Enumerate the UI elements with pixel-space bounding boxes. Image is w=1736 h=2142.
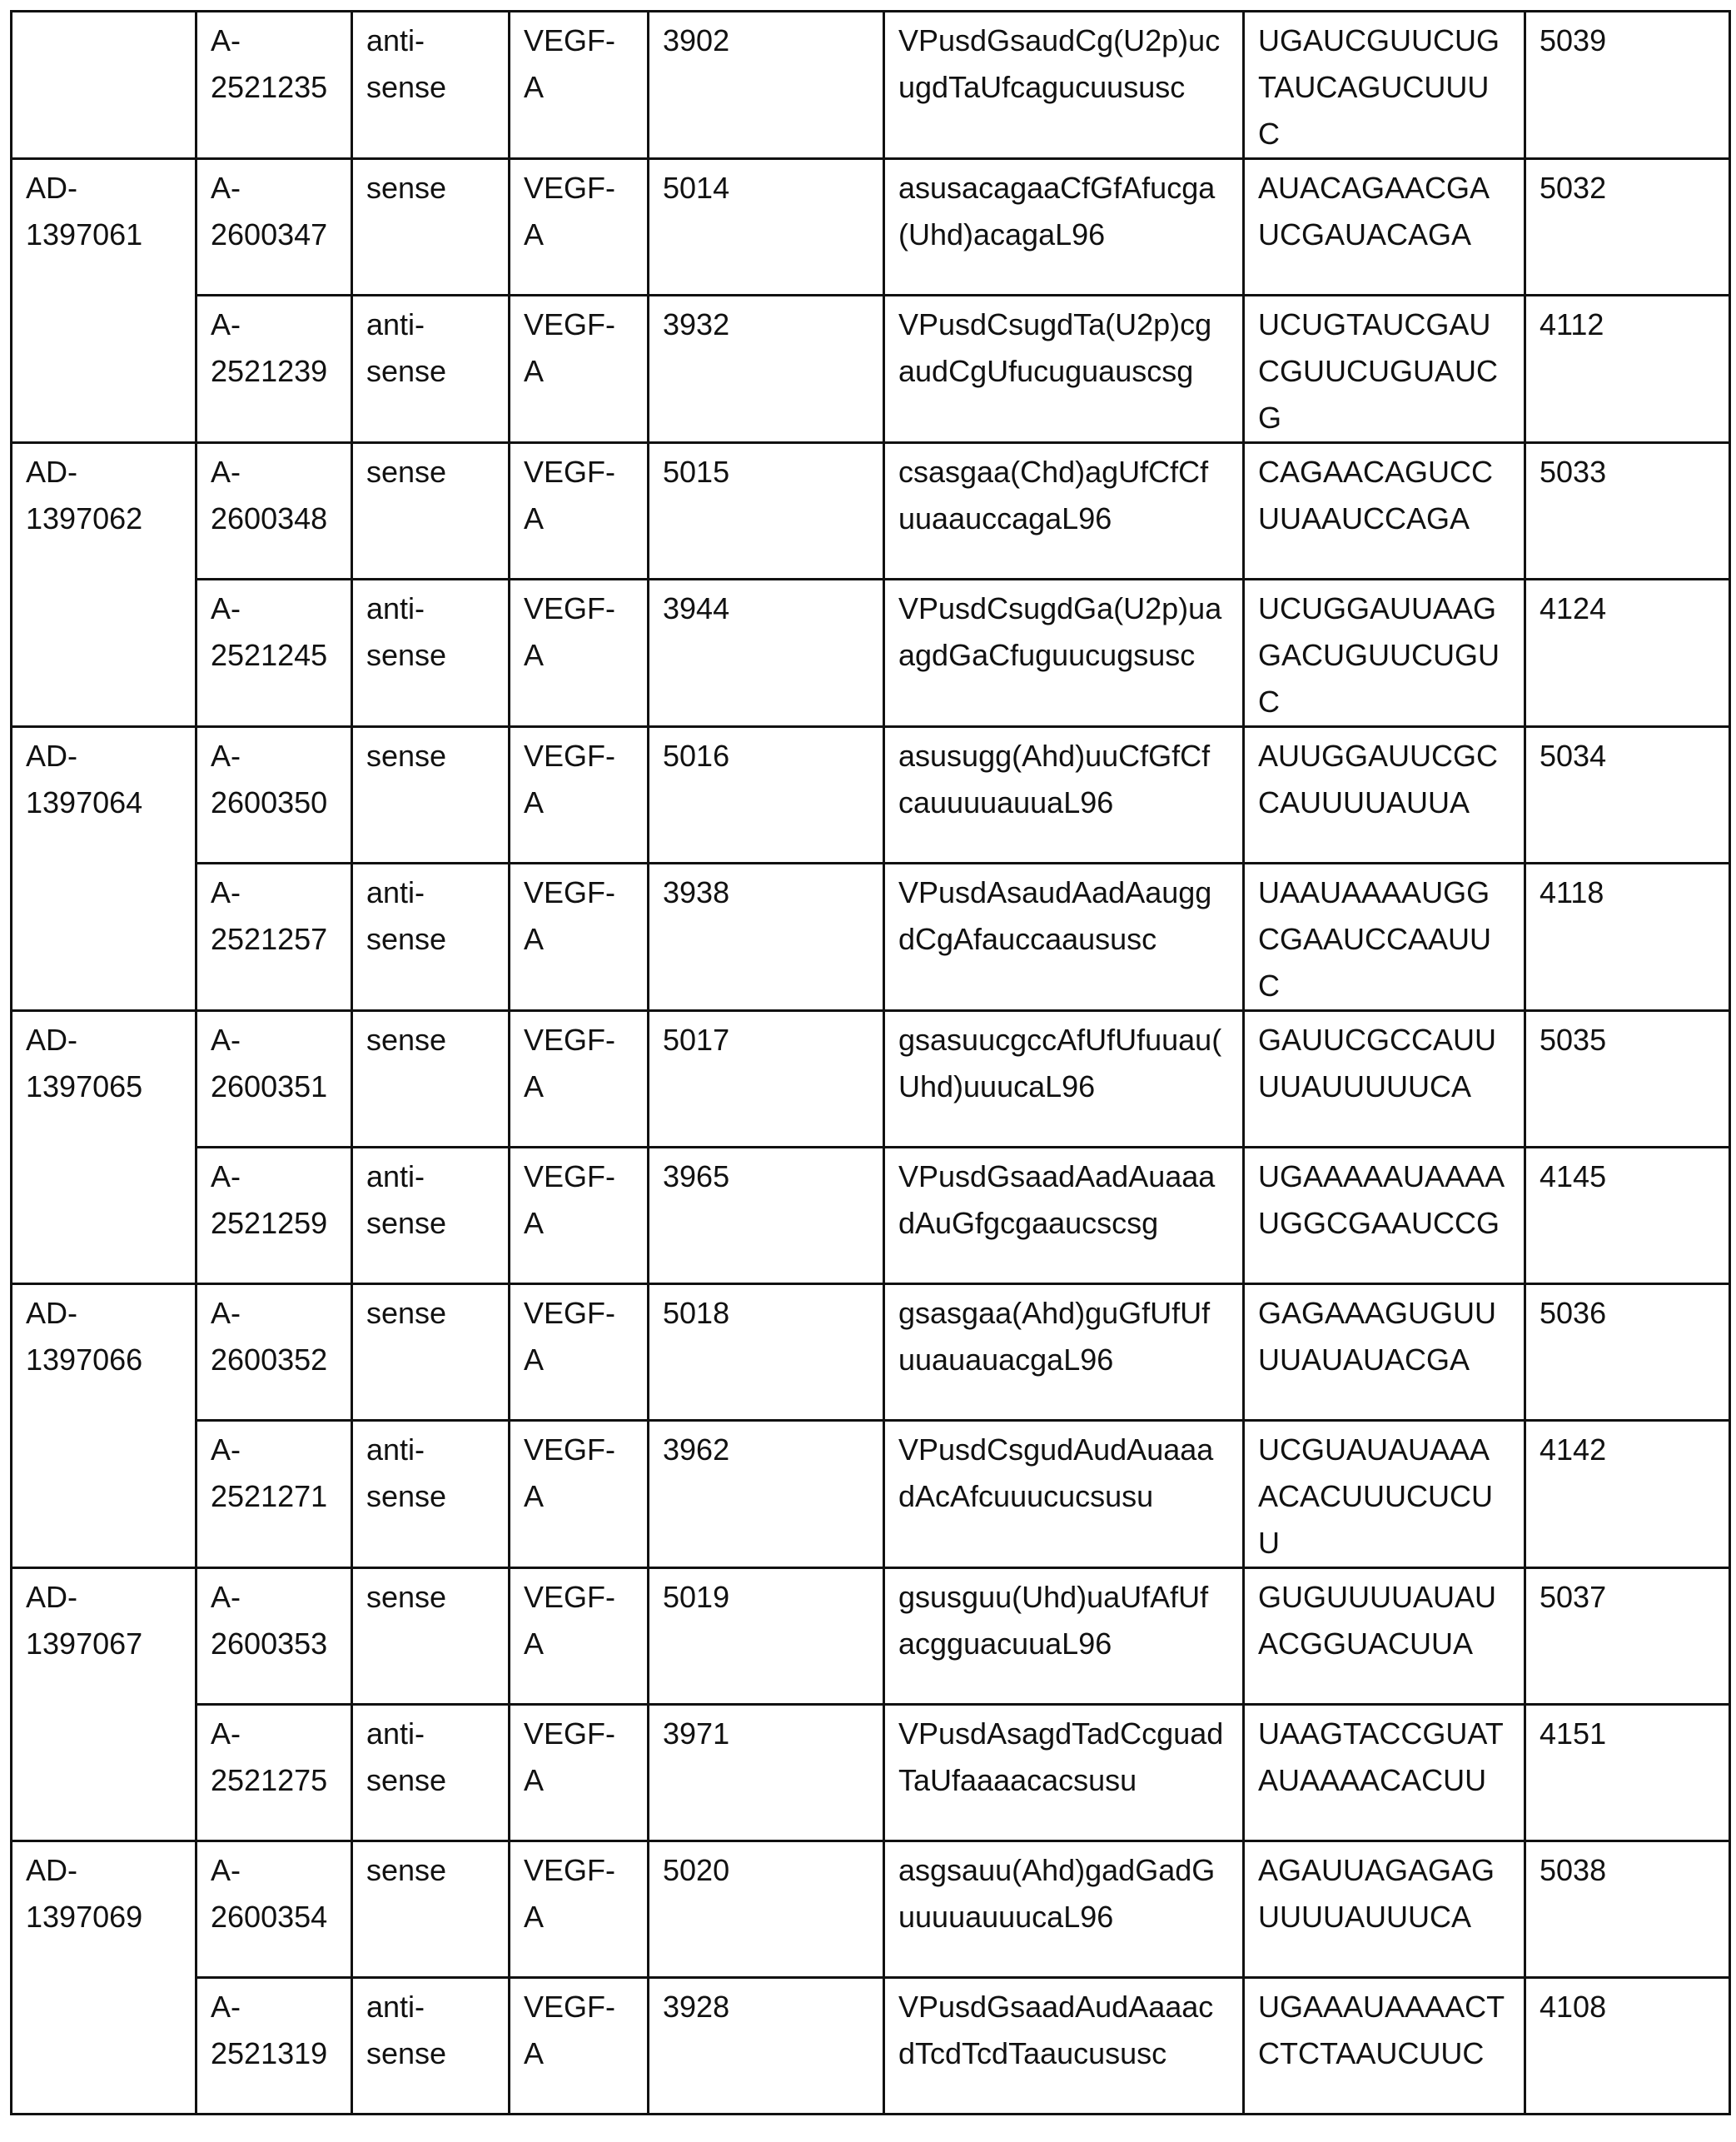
seq-id-unmodified-cell: 5035 [1525, 1011, 1730, 1148]
strand-type-cell: anti-sense [352, 296, 510, 443]
sequence-table-body [12, 12, 1730, 2115]
table-row [12, 1978, 1730, 2115]
unmodified-sequence-cell: UAAUAAAAUGGCGAAUCCAAUUC [1244, 864, 1525, 1011]
strand-type-cell: anti-sense [352, 1705, 510, 1841]
target-gene-cell: VEGF-A [510, 727, 649, 864]
unmodified-sequence-cell: UCUGGAUUAAGGACUGUUCUGUC [1244, 580, 1525, 727]
unmodified-sequence-cell: GAGAAAGUGUUUUAUAUACGA [1244, 1284, 1525, 1421]
strand-type-cell: anti-sense [352, 1148, 510, 1284]
duplex-id-cell: AD-1397069 [12, 1841, 196, 2115]
unmodified-sequence-cell: AGAUUAGAGAGUUUUAUUUCA [1244, 1841, 1525, 1978]
seq-id-modified-cell: 3902 [649, 12, 884, 159]
seq-id-modified-cell: 5018 [649, 1284, 884, 1421]
target-gene-cell: VEGF-A [510, 1841, 649, 1978]
modified-sequence-cell: VPusdAsagdTadCcguadTaUfaaaacacsusu [884, 1705, 1244, 1841]
unmodified-sequence-cell: CAGAACAGUCCUUAAUCCAGA [1244, 443, 1525, 580]
table-row [12, 727, 1730, 864]
modified-sequence-cell: VPusdGsaadAudAaaacdTcdTcdTaaucususc [884, 1978, 1244, 2115]
oligo-id-cell: A-2521239 [196, 296, 352, 443]
seq-id-modified-cell: 5015 [649, 443, 884, 580]
oligo-id-cell: A-2600347 [196, 159, 352, 296]
target-gene-cell: VEGF-A [510, 159, 649, 296]
seq-id-unmodified-cell: 4145 [1525, 1148, 1730, 1284]
oligo-id-cell: A-2600351 [196, 1011, 352, 1148]
table-row [12, 159, 1730, 296]
table-row [12, 580, 1730, 727]
oligo-id-cell: A-2521259 [196, 1148, 352, 1284]
oligo-id-cell: A-2600348 [196, 443, 352, 580]
seq-id-unmodified-cell: 5032 [1525, 159, 1730, 296]
unmodified-sequence-cell: AUUGGAUUCGCCAUUUUAUUA [1244, 727, 1525, 864]
modified-sequence-cell: VPusdGsaadAadAuaaadAuGfgcgaaucscsg [884, 1148, 1244, 1284]
target-gene-cell: VEGF-A [510, 1705, 649, 1841]
target-gene-cell: VEGF-A [510, 12, 649, 159]
duplex-id-cell: AD-1397067 [12, 1568, 196, 1841]
oligo-id-cell: A-2521271 [196, 1421, 352, 1568]
target-gene-cell: VEGF-A [510, 1148, 649, 1284]
seq-id-modified-cell: 5019 [649, 1568, 884, 1705]
seq-id-unmodified-cell: 5038 [1525, 1841, 1730, 1978]
seq-id-modified-cell: 5020 [649, 1841, 884, 1978]
table-row [12, 1148, 1730, 1284]
seq-id-unmodified-cell: 4124 [1525, 580, 1730, 727]
unmodified-sequence-cell: UCUGTAUCGAUCGUUCUGUAUCG [1244, 296, 1525, 443]
table-row [12, 443, 1730, 580]
modified-sequence-cell: gsusguu(Uhd)uaUfAfUfacgguacuuaL96 [884, 1568, 1244, 1705]
unmodified-sequence-cell: GUGUUUUAUAUACGGUACUUA [1244, 1568, 1525, 1705]
target-gene-cell: VEGF-A [510, 1011, 649, 1148]
seq-id-unmodified-cell: 5036 [1525, 1284, 1730, 1421]
unmodified-sequence-cell: GAUUCGCCAUUUUAUUUUUCA [1244, 1011, 1525, 1148]
unmodified-sequence-cell: UGAAAUAAAACTCTCTAAUCUUC [1244, 1978, 1525, 2115]
seq-id-unmodified-cell: 4151 [1525, 1705, 1730, 1841]
seq-id-unmodified-cell: 4112 [1525, 296, 1730, 443]
strand-type-cell: anti-sense [352, 12, 510, 159]
oligo-id-cell: A-2521235 [196, 12, 352, 159]
strand-type-cell: anti-sense [352, 1978, 510, 2115]
target-gene-cell: VEGF-A [510, 1568, 649, 1705]
table-row [12, 12, 1730, 159]
seq-id-modified-cell: 3932 [649, 296, 884, 443]
target-gene-cell: VEGF-A [510, 443, 649, 580]
oligo-id-cell: A-2600352 [196, 1284, 352, 1421]
seq-id-modified-cell: 5014 [649, 159, 884, 296]
strand-type-cell: sense [352, 1841, 510, 1978]
table-row [12, 864, 1730, 1011]
table-row [12, 1421, 1730, 1568]
strand-type-cell: sense [352, 1011, 510, 1148]
modified-sequence-cell: asusugg(Ahd)uuCfGfCfcauuuuauuaL96 [884, 727, 1244, 864]
table-row [12, 1011, 1730, 1148]
modified-sequence-cell: gsasuucgccAfUfUfuuau(Uhd)uuucaL96 [884, 1011, 1244, 1148]
unmodified-sequence-cell: AUACAGAACGAUCGAUACAGA [1244, 159, 1525, 296]
modified-sequence-cell: VPusdCsugdGa(U2p)uaagdGaCfuguucugsusc [884, 580, 1244, 727]
strand-type-cell: sense [352, 159, 510, 296]
oligo-id-cell: A-2600353 [196, 1568, 352, 1705]
oligo-id-cell: A-2521275 [196, 1705, 352, 1841]
seq-id-unmodified-cell: 4108 [1525, 1978, 1730, 2115]
target-gene-cell: VEGF-A [510, 864, 649, 1011]
strand-type-cell: anti-sense [352, 580, 510, 727]
seq-id-modified-cell: 3928 [649, 1978, 884, 2115]
seq-id-modified-cell: 5016 [649, 727, 884, 864]
seq-id-modified-cell: 3965 [649, 1148, 884, 1284]
duplex-id-cell: AD-1397065 [12, 1011, 196, 1284]
modified-sequence-cell: VPusdAsaudAadAauggdCgAfauccaaususc [884, 864, 1244, 1011]
oligo-id-cell: A-2600354 [196, 1841, 352, 1978]
modified-sequence-cell: VPusdCsgudAudAuaaadAcAfcuuucucsusu [884, 1421, 1244, 1568]
strand-type-cell: sense [352, 1284, 510, 1421]
seq-id-modified-cell: 3944 [649, 580, 884, 727]
seq-id-unmodified-cell: 4142 [1525, 1421, 1730, 1568]
table-row [12, 1284, 1730, 1421]
modified-sequence-cell: asusacagaaCfGfAfucga(Uhd)acagaL96 [884, 159, 1244, 296]
target-gene-cell: VEGF-A [510, 1978, 649, 2115]
modified-sequence-cell: VPusdGsaudCg(U2p)ucugdTaUfcagucuususc [884, 12, 1244, 159]
oligo-id-cell: A-2600350 [196, 727, 352, 864]
oligo-id-cell: A-2521319 [196, 1978, 352, 2115]
table-row [12, 1568, 1730, 1705]
unmodified-sequence-cell: UGAUCGUUCUGTAUCAGUCUUUC [1244, 12, 1525, 159]
oligo-id-cell: A-2521257 [196, 864, 352, 1011]
sequence-table [10, 10, 1731, 2115]
duplex-id-cell: AD-1397062 [12, 443, 196, 727]
strand-type-cell: sense [352, 443, 510, 580]
seq-id-unmodified-cell: 4118 [1525, 864, 1730, 1011]
seq-id-modified-cell: 3971 [649, 1705, 884, 1841]
seq-id-unmodified-cell: 5033 [1525, 443, 1730, 580]
table-row [12, 296, 1730, 443]
strand-type-cell: sense [352, 1568, 510, 1705]
seq-id-unmodified-cell: 5039 [1525, 12, 1730, 159]
table-row [12, 1841, 1730, 1978]
duplex-id-cell: AD-1397064 [12, 727, 196, 1011]
strand-type-cell: anti-sense [352, 864, 510, 1011]
modified-sequence-cell: gsasgaa(Ahd)guGfUfUfuuauauacgaL96 [884, 1284, 1244, 1421]
target-gene-cell: VEGF-A [510, 1421, 649, 1568]
duplex-id-cell [12, 12, 196, 159]
seq-id-modified-cell: 3938 [649, 864, 884, 1011]
strand-type-cell: anti-sense [352, 1421, 510, 1568]
oligo-id-cell: A-2521245 [196, 580, 352, 727]
modified-sequence-cell: VPusdCsugdTa(U2p)cgaudCgUfucuguauscsg [884, 296, 1244, 443]
unmodified-sequence-cell: UCGUAUAUAAAACACUUUCUCUU [1244, 1421, 1525, 1568]
seq-id-unmodified-cell: 5034 [1525, 727, 1730, 864]
target-gene-cell: VEGF-A [510, 296, 649, 443]
modified-sequence-cell: csasgaa(Chd)agUfCfCfuuaauccagaL96 [884, 443, 1244, 580]
unmodified-sequence-cell: UAAGTACCGUATAUAAAACACUU [1244, 1705, 1525, 1841]
seq-id-modified-cell: 3962 [649, 1421, 884, 1568]
target-gene-cell: VEGF-A [510, 580, 649, 727]
target-gene-cell: VEGF-A [510, 1284, 649, 1421]
seq-id-modified-cell: 5017 [649, 1011, 884, 1148]
duplex-id-cell: AD-1397066 [12, 1284, 196, 1568]
unmodified-sequence-cell: UGAAAAAUAAAAUGGCGAAUCCG [1244, 1148, 1525, 1284]
duplex-id-cell: AD-1397061 [12, 159, 196, 443]
strand-type-cell: sense [352, 727, 510, 864]
modified-sequence-cell: asgsauu(Ahd)gadGadGuuuuauuucaL96 [884, 1841, 1244, 1978]
seq-id-unmodified-cell: 5037 [1525, 1568, 1730, 1705]
table-row [12, 1705, 1730, 1841]
